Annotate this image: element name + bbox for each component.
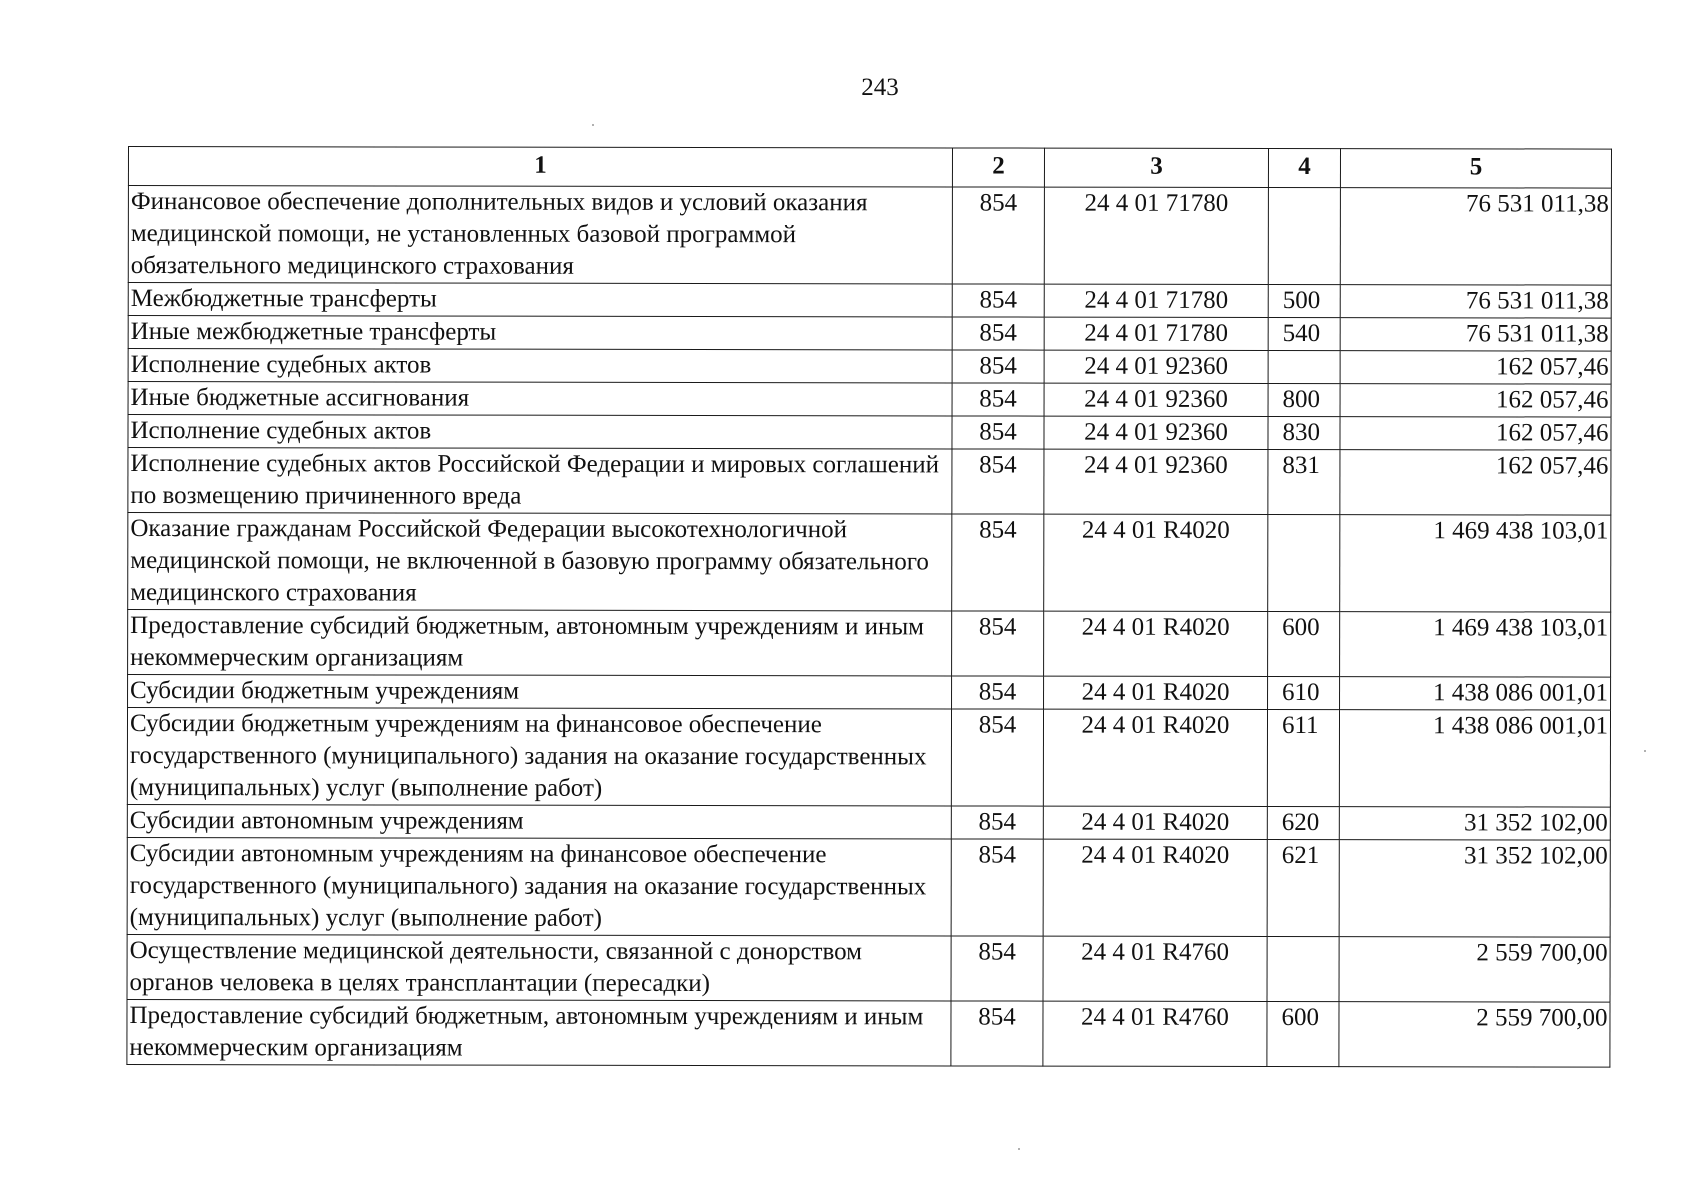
row-expense-type-cell: 611 [1267, 709, 1339, 806]
table-row [128, 675, 1611, 711]
row-amount-cell: 2 559 700,00 [1339, 937, 1610, 1002]
row-target-article-cell: 24 4 01 92360 [1044, 449, 1268, 514]
row-target-article-cell: 24 4 01 R4760 [1043, 1001, 1267, 1066]
row-amount-cell: 1 469 438 103,01 [1340, 612, 1611, 677]
header-col-5: 5 [1340, 149, 1611, 188]
row-name-cell: Иные межбюджетные трансферты [128, 316, 952, 350]
row-expense-type-cell: 610 [1268, 676, 1340, 709]
row-target-article-cell: 24 4 01 71780 [1044, 317, 1268, 350]
table-row [128, 610, 1611, 678]
row-name-cell: Субсидии бюджетным учреждениям [128, 675, 952, 709]
budget-table [126, 146, 1612, 1068]
row-name-cell: Предоставление субсидий бюджетным, автономным учреждениям и иным некоммерческим организациям [127, 999, 951, 1065]
row-admin-code-cell: 854 [952, 317, 1044, 350]
row-expense-type-cell: 600 [1268, 611, 1340, 676]
table-row [128, 382, 1611, 418]
table-row [128, 448, 1611, 516]
row-amount-cell: 1 469 438 103,01 [1340, 515, 1611, 612]
table-row [127, 804, 1610, 840]
row-target-article-cell: 24 4 01 R4020 [1044, 514, 1268, 611]
header-col-1: 1 [128, 147, 952, 187]
header-row [128, 147, 1611, 189]
table-row [128, 186, 1611, 286]
header-col-2: 2 [952, 148, 1044, 187]
row-amount-cell: 76 531 011,38 [1340, 285, 1611, 318]
row-name-cell: Иные бюджетные ассигнования [128, 382, 952, 416]
header-col-3: 3 [1044, 148, 1268, 187]
row-name-cell: Финансовое обеспечение дополнительных видов и условий оказания медицинской помощи, не установленных базовой программой обязательного медицинского страхования [128, 186, 952, 284]
row-target-article-cell: 24 4 01 92360 [1044, 350, 1268, 383]
row-target-article-cell: 24 4 01 R4020 [1043, 839, 1267, 936]
row-admin-code-cell: 854 [952, 350, 1044, 383]
table-row [127, 999, 1610, 1067]
row-admin-code-cell: 854 [952, 383, 1044, 416]
scan-speck [1644, 750, 1646, 752]
row-admin-code-cell: 854 [952, 187, 1044, 284]
row-amount-cell: 76 531 011,38 [1340, 188, 1611, 285]
row-admin-code-cell: 854 [952, 416, 1044, 449]
row-expense-type-cell: 620 [1267, 806, 1339, 839]
table-row [128, 349, 1611, 385]
row-admin-code-cell: 854 [952, 514, 1044, 611]
row-name-cell: Исполнение судебных актов [128, 349, 952, 383]
row-name-cell: Субсидии автономным учреждениям на финансовое обеспечение государственного (муниципального) задания на оказание государственных (муниципальных) услуг (выполнение работ) [127, 837, 951, 935]
row-name-cell: Субсидии автономным учреждениям [127, 804, 951, 838]
row-target-article-cell: 24 4 01 92360 [1044, 383, 1268, 416]
row-target-article-cell: 24 4 01 R4020 [1043, 806, 1267, 839]
row-target-article-cell: 24 4 01 R4020 [1044, 676, 1268, 709]
row-expense-type-cell: 831 [1268, 449, 1340, 514]
row-name-cell: Исполнение судебных актов [128, 415, 952, 449]
table-header [128, 147, 1611, 189]
row-target-article-cell: 24 4 01 71780 [1044, 187, 1268, 284]
row-admin-code-cell: 854 [952, 676, 1044, 709]
row-expense-type-cell [1268, 350, 1340, 383]
row-name-cell: Осуществление медицинской деятельности, связанной с донорством органов человека в целях трансплантации (пересадки) [127, 934, 951, 1000]
row-admin-code-cell: 854 [951, 806, 1043, 839]
row-admin-code-cell: 854 [952, 284, 1044, 317]
row-expense-type-cell [1268, 187, 1340, 284]
row-amount-cell: 162 057,46 [1340, 417, 1611, 450]
row-expense-type-cell: 500 [1268, 284, 1340, 317]
row-name-cell: Исполнение судебных актов Российской Федерации и мировых соглашений по возмещению причиненного вреда [128, 448, 952, 514]
row-expense-type-cell [1267, 936, 1339, 1001]
row-admin-code-cell: 854 [951, 1001, 1043, 1066]
row-admin-code-cell: 854 [951, 709, 1043, 806]
table-body [127, 186, 1612, 1068]
table-row [127, 934, 1610, 1002]
row-admin-code-cell: 854 [952, 449, 1044, 514]
row-amount-cell: 76 531 011,38 [1340, 318, 1611, 351]
row-expense-type-cell: 621 [1267, 839, 1339, 936]
row-admin-code-cell: 854 [951, 839, 1043, 936]
row-expense-type-cell [1268, 514, 1340, 611]
row-admin-code-cell: 854 [951, 936, 1043, 1001]
row-target-article-cell: 24 4 01 92360 [1044, 416, 1268, 449]
row-target-article-cell: 24 4 01 R4020 [1044, 611, 1268, 676]
row-expense-type-cell: 830 [1268, 416, 1340, 449]
row-amount-cell: 31 352 102,00 [1339, 840, 1610, 937]
table-row [127, 837, 1610, 937]
row-name-cell: Оказание гражданам Российской Федерации высокотехнологичной медицинской помощи, не включенной в базовую программу обязательного медицинского страхования [128, 513, 952, 611]
row-name-cell: Межбюджетные трансферты [128, 283, 952, 317]
row-name-cell: Предоставление субсидий бюджетным, автономным учреждениям и иным некоммерческим организациям [128, 610, 952, 676]
row-expense-type-cell: 540 [1268, 317, 1340, 350]
row-amount-cell: 162 057,46 [1340, 384, 1611, 417]
row-amount-cell: 1 438 086 001,01 [1340, 677, 1611, 710]
table-row [128, 316, 1611, 352]
row-expense-type-cell: 800 [1268, 383, 1340, 416]
row-amount-cell: 162 057,46 [1340, 450, 1611, 515]
row-expense-type-cell: 600 [1267, 1001, 1339, 1066]
row-amount-cell: 1 438 086 001,01 [1339, 710, 1610, 807]
header-col-4: 4 [1268, 148, 1340, 187]
table-row [127, 708, 1610, 808]
row-name-cell: Субсидии бюджетным учреждениям на финансовое обеспечение государственного (муниципального) задания на оказание государственных (муниципальных) услуг (выполнение работ) [127, 708, 951, 806]
row-target-article-cell: 24 4 01 R4020 [1043, 709, 1267, 806]
scan-speck [1018, 1148, 1020, 1150]
row-amount-cell: 162 057,46 [1340, 351, 1611, 384]
table-row [128, 283, 1611, 319]
row-target-article-cell: 24 4 01 71780 [1044, 284, 1268, 317]
table-row [128, 513, 1611, 613]
scan-speck [592, 124, 594, 126]
row-target-article-cell: 24 4 01 R4760 [1043, 936, 1267, 1001]
page-number: 243 [861, 74, 899, 101]
row-amount-cell: 2 559 700,00 [1339, 1002, 1610, 1067]
table-row [128, 415, 1611, 451]
row-amount-cell: 31 352 102,00 [1339, 807, 1610, 840]
row-admin-code-cell: 854 [952, 611, 1044, 676]
